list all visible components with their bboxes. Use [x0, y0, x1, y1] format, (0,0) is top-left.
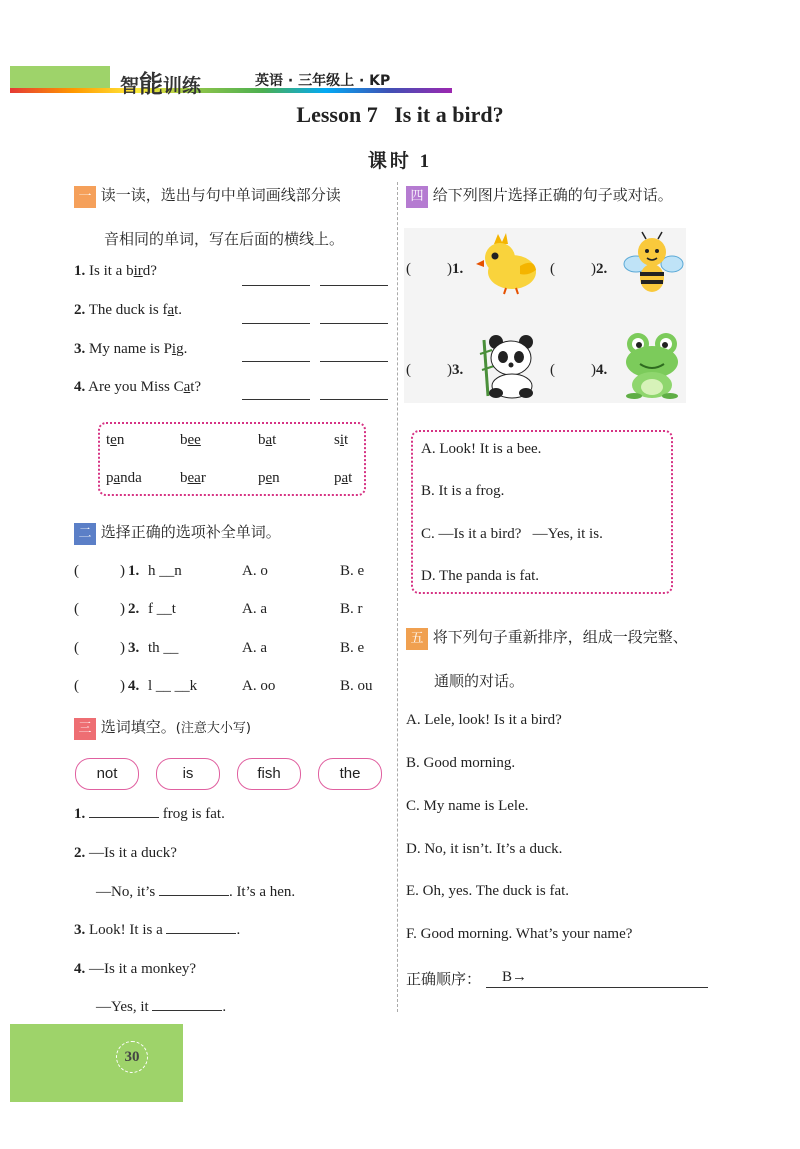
sec3-q2: 2. —Is it a duck? — [74, 845, 177, 861]
sec5-item-a: A. Lele, look! Is it a bird? — [406, 712, 562, 728]
answer-line[interactable] — [242, 284, 310, 286]
order-start: B→ — [502, 969, 528, 985]
lesson-subtitle: 课时 1 — [367, 151, 433, 172]
answer-line[interactable] — [320, 360, 388, 362]
order-answer-line[interactable] — [486, 969, 708, 988]
word-option: bat — [258, 432, 277, 448]
pic-label-1: ( )1. — [406, 261, 464, 277]
sec1-heading-line2: 音相同的单词，写在后面的横线上。 — [104, 230, 345, 248]
sec3-q4-answer: —Yes, it . — [96, 999, 227, 1015]
sec2-item-4: ( ) 4. l __ __k A. oo B. ou — [74, 678, 373, 694]
answer-line[interactable] — [152, 1009, 222, 1011]
word-bubble-the: the — [318, 758, 382, 790]
bird-icon — [474, 230, 540, 296]
word-option: pat — [334, 470, 353, 486]
pic-label-2: ( )2. — [550, 261, 608, 277]
footer-green-block — [10, 1024, 183, 1102]
page-number: 30 — [116, 1041, 148, 1073]
word-option: panda — [106, 470, 142, 486]
sec3-q3: 3. Look! It is a . — [74, 922, 241, 938]
sec1-item-3: 3. My name is Pig. — [74, 341, 188, 357]
sec1-item-4: 4. Are you Miss Cat? — [74, 379, 202, 395]
word-option: bee — [180, 432, 201, 448]
word-option: pen — [258, 470, 280, 486]
answer-line[interactable] — [242, 322, 310, 324]
header-green-bar — [10, 66, 110, 88]
pic-label-3: ( )3. — [406, 362, 464, 378]
sec1-badge: 一 — [74, 186, 96, 208]
pic-label-4: ( )4. — [550, 362, 608, 378]
sec2-item-3: ( ) 3. th __ A. a B. e — [74, 640, 365, 656]
subject-label: 英语 · 三年级上 · KP — [255, 73, 391, 89]
frog-icon — [620, 330, 684, 400]
word-bank-box — [98, 422, 366, 496]
column-divider — [397, 182, 398, 1012]
sec5-badge: 五 — [406, 628, 428, 650]
word-option: sit — [334, 432, 349, 448]
order-label: 正确顺序： — [406, 970, 482, 988]
word-option: bear — [180, 470, 206, 486]
sec3-q2-answer: —No, it’s . It’s a hen. — [96, 884, 296, 900]
option-c: C. —Is it a bird? —Yes, it is. — [421, 526, 603, 542]
sec5-item-c: C. My name is Lele. — [406, 798, 529, 814]
sec5-item-d: D. No, it isn’t. It’s a duck. — [406, 841, 563, 857]
sec5-item-f: F. Good morning. What’s your name? — [406, 926, 633, 942]
bee-icon — [620, 230, 684, 296]
word-bubble-fish: fish — [237, 758, 301, 790]
lesson-title: Lesson 7 Is it a bird? — [296, 102, 504, 127]
answer-line[interactable] — [166, 932, 236, 934]
answer-line[interactable] — [242, 398, 310, 400]
sec3-badge: 三 — [74, 718, 96, 740]
answer-line[interactable] — [159, 894, 229, 896]
answer-line[interactable] — [320, 322, 388, 324]
sec4-badge: 四 — [406, 186, 428, 208]
word-bubble-is: is — [156, 758, 220, 790]
answer-line[interactable] — [320, 398, 388, 400]
panda-icon — [474, 330, 542, 400]
sec2-item-2: ( ) 2. f __t A. a B. r — [74, 601, 363, 617]
sec3-q1: 1. frog is fat. — [74, 806, 225, 822]
sec1-heading: 一 读一读，选出与句中单词画线部分读 — [74, 184, 341, 208]
sec4-heading: 四 给下列图片选择正确的句子或对话。 — [406, 184, 673, 208]
sec2-heading: 二 选择正确的选项补全单词。 — [74, 521, 281, 545]
sec5-heading-line2: 通顺的对话。 — [434, 672, 525, 690]
word-bubble-not: not — [75, 758, 139, 790]
sec1-item-2: 2. The duck is fat. — [74, 302, 183, 318]
options-box — [411, 430, 673, 594]
sec3-heading: 三 选词填空。(注意大小写) — [74, 716, 251, 740]
answer-line[interactable] — [242, 360, 310, 362]
answer-line[interactable] — [89, 816, 159, 818]
option-a: A. Look! It is a bee. — [421, 441, 542, 457]
brand-title: 智能训练 — [120, 70, 202, 98]
option-b: B. It is a frog. — [421, 483, 505, 499]
option-d: D. The panda is fat. — [421, 568, 540, 584]
sec2-item-1: ( ) 1. h __n A. o B. e — [74, 563, 365, 579]
word-option: ten — [106, 432, 125, 448]
sec5-item-e: E. Oh, yes. The duck is fat. — [406, 883, 570, 899]
sec3-q4: 4. —Is it a monkey? — [74, 961, 197, 977]
sec1-item-1: 1. Is it a bird? — [74, 263, 157, 279]
answer-line[interactable] — [320, 284, 388, 286]
sec5-heading: 五 将下列句子重新排序，组成一段完整、 — [406, 626, 688, 650]
sec2-badge: 二 — [74, 523, 96, 545]
sec5-item-b: B. Good morning. — [406, 755, 516, 771]
